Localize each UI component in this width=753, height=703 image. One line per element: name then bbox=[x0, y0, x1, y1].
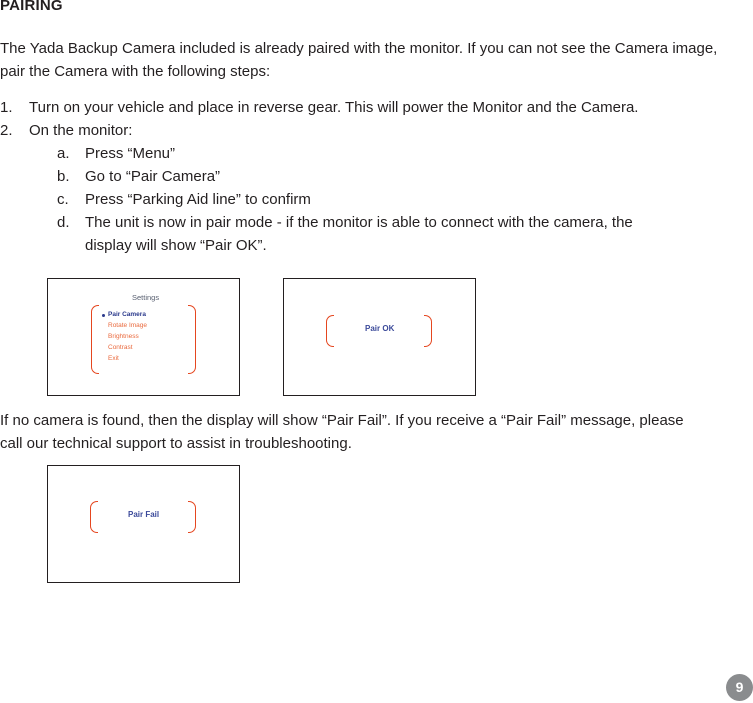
substep-b-text: Go to “Pair Camera” bbox=[85, 168, 221, 185]
substep-d-letter: d. bbox=[57, 214, 70, 231]
right-bracket bbox=[188, 501, 196, 533]
substep-a-text: Press “Menu” bbox=[85, 145, 176, 162]
step-1-text: Turn on your vehicle and place in reverse gear. This will power the Monitor and the Camera. bbox=[29, 99, 639, 116]
left-bracket bbox=[326, 315, 334, 347]
right-bracket bbox=[188, 305, 196, 374]
pair-ok-screen-illustration bbox=[283, 278, 476, 396]
menu-item-contrast: Contrast bbox=[108, 344, 133, 351]
pair-fail-screen-illustration bbox=[47, 465, 240, 583]
page-number: 9 bbox=[726, 674, 753, 701]
left-bracket bbox=[90, 501, 98, 533]
step-2-number: 2. bbox=[0, 122, 13, 139]
substep-c-letter: c. bbox=[57, 191, 69, 208]
substep-b-letter: b. bbox=[57, 168, 70, 185]
left-bracket bbox=[91, 305, 99, 374]
menu-item-pair-camera: Pair Camera bbox=[108, 311, 146, 318]
substep-d-text: The unit is now in pair mode - if the monitor is able to connect with the camera, the display will show “Pair OK”. bbox=[85, 214, 633, 254]
substep-c-text: Press “Parking Aid line” to confirm bbox=[85, 191, 311, 208]
pair-ok-status: Pair OK bbox=[365, 324, 395, 333]
section-heading: PAIRING bbox=[0, 0, 63, 14]
menu-item-brightness: Brightness bbox=[108, 333, 139, 340]
settings-screen-illustration bbox=[47, 278, 240, 396]
menu-item-rotate-image: Rotate Image bbox=[108, 322, 148, 329]
step-1-number: 1. bbox=[0, 99, 13, 116]
right-bracket bbox=[424, 315, 432, 347]
substep-a-letter: a. bbox=[57, 145, 70, 162]
pair-fail-paragraph: If no camera is found, then the display will show “Pair Fail”. If you receive a “Pair Fail” message, please call our technical support to assist in troubleshooting. bbox=[0, 412, 684, 452]
menu-item-exit: Exit bbox=[108, 355, 119, 362]
step-2-text: On the monitor: bbox=[29, 122, 133, 139]
selection-bullet-icon bbox=[102, 314, 105, 317]
pair-fail-status: Pair Fail bbox=[128, 510, 160, 519]
settings-menu-title: Settings bbox=[132, 293, 160, 302]
intro-paragraph: The Yada Backup Camera included is already paired with the monitor. If you can not see the Camera image, pair the Camera with the following steps: bbox=[0, 40, 718, 80]
